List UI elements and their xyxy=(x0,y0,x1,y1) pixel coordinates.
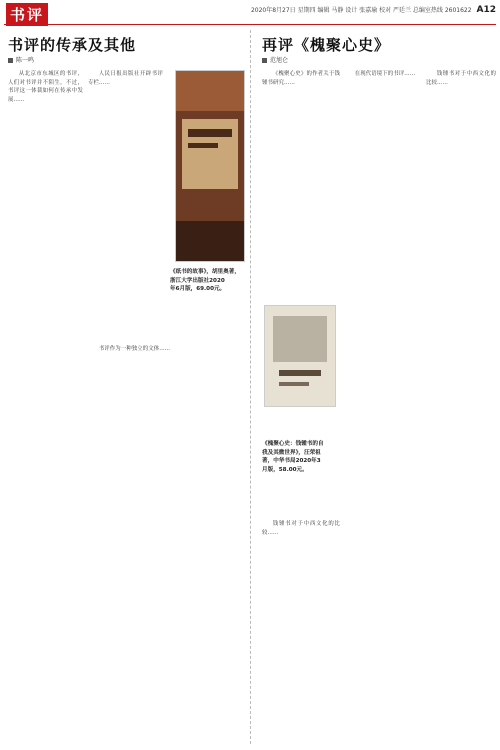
book-cover-image xyxy=(264,305,336,407)
header-rule xyxy=(4,24,496,25)
right-article-col-3 xyxy=(426,70,496,740)
right-article-col-1-bottom xyxy=(262,520,340,740)
square-bullet-icon xyxy=(262,58,267,63)
left-article-col-2-bottom xyxy=(88,345,248,740)
left-paragraph: 人民日报出版社开辟书评专栏…… xyxy=(88,71,163,86)
caption-line: 《纸书的故事》，胡里奥著， xyxy=(170,269,240,275)
left-article-title: 书评的传承及其他 xyxy=(8,36,137,54)
left-article-col-2-top xyxy=(88,70,163,235)
right-paragraph: 《槐聚心史》的作者关于钱锺书研究…… xyxy=(262,71,340,86)
header-meta xyxy=(251,5,496,15)
right-book-caption xyxy=(262,440,342,474)
page-number: A12 xyxy=(476,5,496,15)
right-paragraph: 钱锺书对于中西文化的比较…… xyxy=(426,71,496,86)
right-article-col-1-top xyxy=(262,70,340,295)
left-paragraph: 书评作为一种独立的文体…… xyxy=(98,346,171,352)
caption-line: 著，中华书局2020年3 xyxy=(262,458,321,464)
right-paragraph: 在现代语境下的书评…… xyxy=(354,71,416,77)
caption-line: 浙江大学出版社2020 xyxy=(170,277,225,284)
page-header xyxy=(0,0,500,26)
right-article-author xyxy=(262,55,288,64)
book-cover-image xyxy=(175,70,245,262)
header-meta-text: 2020年8月27日 星期四 编辑 马静 设计 张嘉瑜 校对 严廷兰 总编室热线 2601622 xyxy=(250,7,472,14)
caption-line: 年6月版，69.00元。 xyxy=(170,286,226,292)
caption-line: 我及其微世界》，汪荣祖 xyxy=(262,449,321,456)
left-article-col-1 xyxy=(8,70,83,740)
left-article-author xyxy=(8,55,34,64)
caption-line: 《槐聚心史：钱锺书的自 xyxy=(262,441,324,447)
right-author-name: 范旭仑 xyxy=(270,57,289,64)
right-paragraph: 钱锺书对于中西文化的比较…… xyxy=(262,521,340,536)
left-paragraph: 从北京市东城区的书评，人们对书评并不陌生。不过，书评这一体裁如何在传承中发展…… xyxy=(8,71,83,103)
left-author-name: 陈一鸣 xyxy=(16,57,35,64)
caption-line: 月版，58.00元。 xyxy=(262,466,308,473)
column-divider xyxy=(250,30,251,744)
right-article-col-2 xyxy=(344,70,422,740)
square-bullet-icon xyxy=(8,58,13,63)
right-article-title: 再评《槐聚心史》 xyxy=(262,36,391,54)
left-book-caption xyxy=(170,268,248,294)
section-logo: 书评 xyxy=(6,3,48,26)
